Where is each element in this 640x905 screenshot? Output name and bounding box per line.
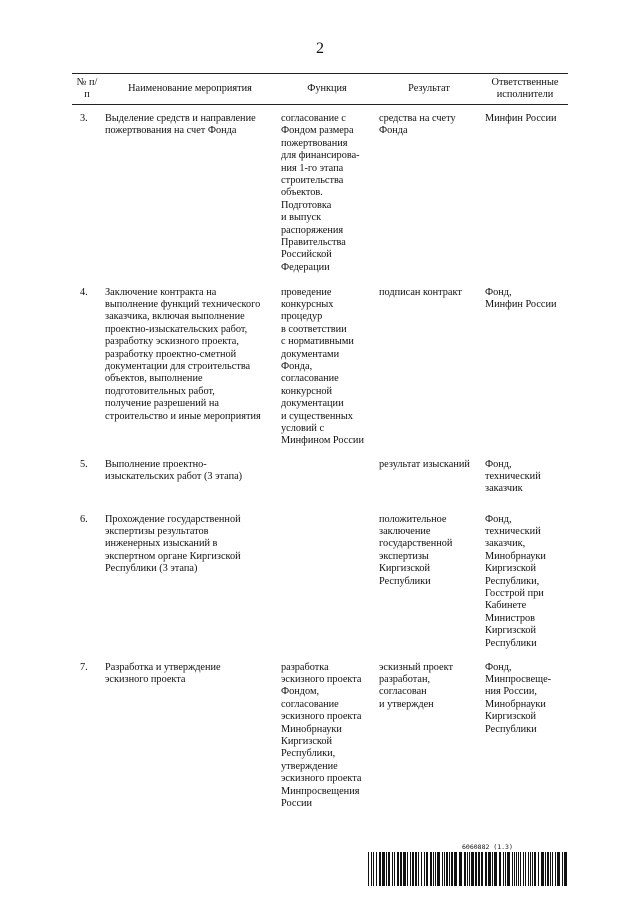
row-result: эскизный проект разработан, согласован и утвержден <box>379 661 453 710</box>
row-name: Выполнение проектно- изыскательских работ (3 этапа) <box>105 458 243 482</box>
table-row <box>72 514 568 662</box>
table-row <box>72 105 568 287</box>
table-row <box>72 662 568 822</box>
row-num: 3. <box>80 113 88 124</box>
row-result: положительное заключение государственной экспертизы Киргизской Республики <box>379 513 453 587</box>
row-responsible: Фонд, Минфин России <box>485 286 557 310</box>
activities-table <box>72 73 568 822</box>
row-num: 6. <box>80 513 88 525</box>
row-function <box>278 459 376 514</box>
row-function: разработка эскизного проекта Фондом, согласование эскизного проекта Минобрнауки Киргизской Республики, утверждение эскизного проекта Минпросвещения России <box>281 661 362 809</box>
row-responsible: Минфин России <box>485 113 557 124</box>
row-num: 7. <box>80 661 88 673</box>
row-num: 4. <box>80 286 88 298</box>
row-responsible: Фонд, технический заказчик <box>485 458 541 495</box>
row-name: Разработка и утверждение эскизного проекта <box>105 661 221 685</box>
row-name: Выделение средств и направление пожертвования на счет Фонда <box>105 113 256 137</box>
table-row <box>72 287 568 459</box>
row-function: проведение конкурсных процедур в соответствии с нормативными документами Фонда, согласование конкурсной документации и существенных условий с Минфином России <box>281 286 364 447</box>
row-name: Прохождение государственной экспертизы результатов инженерных изысканий в экспертном органе Киргизской Республики (3 этапа) <box>105 513 241 575</box>
row-responsible: Фонд, технический заказчик, Минобрнауки Киргизской Республики, Госстрой при Кабинете Министров Киргизской Республики <box>485 513 546 649</box>
barcode-block <box>368 843 568 886</box>
header-responsible: Ответственные исполнители <box>482 74 568 105</box>
row-function: согласование с Фондом размера пожертвования для финансирова- ния 1-го этапа строительства объектов. Подготовка и выпуск распоряжения Правительства Российской Федерации <box>281 113 360 273</box>
row-name: Заключение контракта на выполнение функций технического заказчика, включая выполнение проектно-изыскательских работ, разработку эскизного проекта, разработку проектно-сметной документации для строительства объектов, выполнение подготовительных работ, получение разрешений на строительство и иные мероприятия <box>105 286 261 422</box>
row-num: 5. <box>80 458 88 470</box>
row-result: подписан контракт <box>379 286 462 298</box>
barcode-image <box>368 852 568 886</box>
table-row <box>72 459 568 514</box>
row-result: средства на счету Фонда <box>379 113 456 137</box>
header-function: Функция <box>278 74 376 105</box>
header-result: Результат <box>376 74 482 105</box>
table-header-row <box>72 74 568 105</box>
header-name: Наименование мероприятия <box>102 74 278 105</box>
barcode-number: 6060882 (1.3) <box>462 843 513 851</box>
header-num: № п/п <box>72 74 102 105</box>
row-responsible: Фонд, Минпросвеще- ния России, Минобрнауки Киргизской Республики <box>485 661 552 735</box>
page-number: 2 <box>316 40 324 57</box>
row-result: результат изысканий <box>379 458 470 470</box>
row-function <box>278 514 376 662</box>
